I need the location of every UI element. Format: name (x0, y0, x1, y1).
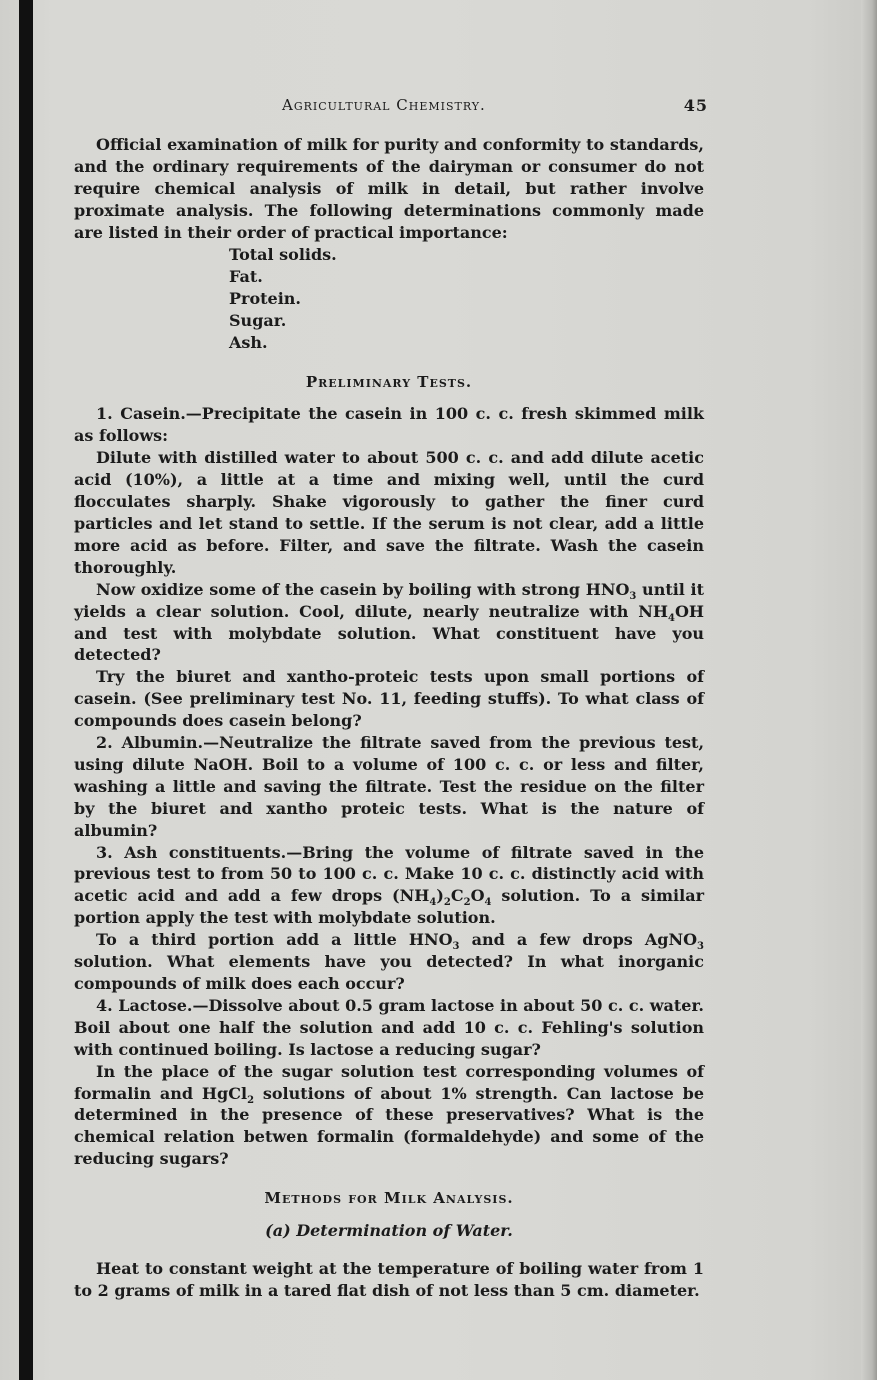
subscript: 4 (667, 612, 675, 624)
ash-label: 3. Ash constituents. (96, 842, 287, 862)
casein-oxidation-text-a: Now oxidize some of the casein by boiling with strong HNO (96, 579, 630, 599)
intro-text: of milk for purity and conformity to standards, and the ordinary requirements of the dairyman or consumer do not require chemical analysis of milk in detail, but rather involve proximate analysis. The following determinations commonly made are listed in their order of practical importance: (74, 135, 704, 242)
list-item: Total solids. (229, 244, 337, 264)
subscript: 4 (484, 897, 492, 909)
casein-label: 1. Casein. (96, 404, 186, 424)
binding-edge (19, 0, 33, 1380)
importance-list (74, 244, 704, 354)
albumin-text: —Neutralize the filtrate saved from the previous test, using dilute NaOH. Boil to a volume of 100 c. c. or less and filter, washing a little and saving the filtrate. Test the residue on the filter by the biuret and xantho proteic tests. What is the nature of albumin? (74, 733, 705, 840)
list-item: Fat. (229, 266, 263, 286)
running-header (282, 96, 708, 120)
ash-text-b: ) (436, 886, 444, 906)
casein-procedure-paragraph: Dilute with distilled water to about 500 c. c. and add dilute acetic acid (10%), a little at a time and mixing well, until the curd flocculates sharply. Shake vigorously to gather the finer curd particles and let stand to settle. If the serum is not clear, add a little more acid as before. Filter, and save the filtrate. Wash the casein thoroughly. (74, 448, 704, 577)
methods-title: Methods for Milk Analysis. (264, 1189, 514, 1208)
casein-intro: —Precipitate the casein in 100 c. c. fresh skimmed milk as follows: (74, 404, 704, 446)
list-item: Ash. (229, 332, 268, 352)
subscript: 3 (629, 590, 637, 602)
page-right-edge (861, 0, 877, 1380)
lactose-preservative-text-a: In the place of the sugar solution test corresponding volumes of formalin and HgCl (74, 1061, 704, 1103)
subscript: 2 (443, 897, 451, 909)
page-number: 45 (683, 96, 708, 115)
page-content (74, 134, 704, 1302)
ash-silver-paragraph (74, 929, 704, 995)
subscript: 3 (697, 941, 704, 953)
lactose-text: —Dissolve about 0.5 gram lactose in about 50 c. c. water. Boil about one half the solution and add 10 c. c. Fehling's solution with continued boiling. Is lactose a reducing sugar? (74, 995, 704, 1059)
ash-text-c: C (450, 886, 464, 906)
lactose-label: 4. Lactose. (96, 995, 193, 1015)
albumin-label: 2. Albumin. (96, 733, 204, 753)
albumin-paragraph (74, 732, 704, 842)
ash-text-a: —Bring the volume of filtrate saved in the previous test to from 50 to 100 c. c. Make 10 c. c. distinctly acid with acetic acid and add a few drops (NH (74, 842, 704, 906)
casein-oxidation-text-b: until it yields a clear solution. Cool, dilute, nearly neutralize with NH (74, 579, 705, 621)
water-determination-title: (a) Determination of Water. (265, 1221, 513, 1241)
intro-lead: Official examination (96, 135, 278, 154)
casein-oxidation-paragraph (74, 579, 704, 667)
subscript: 2 (247, 1094, 255, 1106)
subscript: 2 (463, 897, 471, 909)
header-title: Agricultural Chemistry. (282, 96, 486, 114)
subscript: 4 (429, 897, 437, 909)
list-item: Protein. (229, 288, 301, 308)
water-determination-paragraph: Heat to constant weight at the temperature of boiling water from 1 to 2 grams of milk in a tared flat dish of not less than 5 cm. diameter. (74, 1258, 704, 1300)
ash-text-d: O (470, 886, 485, 906)
lactose-preservative-paragraph (74, 1061, 704, 1171)
ash-text-e: solution. To a similar portion apply the test with molybdate solution. (74, 886, 705, 928)
preliminary-tests-title: Preliminary Tests. (305, 372, 473, 391)
subscript: 3 (452, 941, 460, 953)
casein-biuret-paragraph: Try the biuret and xantho-proteic tests upon small portions of casein. (See preliminary test No. 11, feeding stuffs). To what class of compounds does casein belong? (74, 667, 704, 731)
ash-paragraph (74, 842, 704, 930)
ash-silver-text-b: and a few drops AgNO (459, 930, 698, 950)
casein-oxidation-text-c: OH and test with molybdate solution. What constituent have you detected? (74, 601, 704, 665)
intro-paragraph (74, 134, 704, 244)
casein-paragraph (74, 403, 704, 447)
lactose-paragraph (74, 995, 704, 1061)
ash-silver-text-a: To a third portion add a little HNO (96, 930, 453, 950)
ash-silver-text-c: solution. What elements have you detected? In what inorganic compounds of milk does each occur? (74, 952, 704, 993)
list-item: Sugar. (229, 310, 287, 330)
lactose-preservative-text-b: solutions of about 1% strength. Can lactose be determined in the presence of these preservatives? What is the chemical relation betwen formalin (formaldehyde) and some of the reducing sugars? (74, 1083, 705, 1169)
